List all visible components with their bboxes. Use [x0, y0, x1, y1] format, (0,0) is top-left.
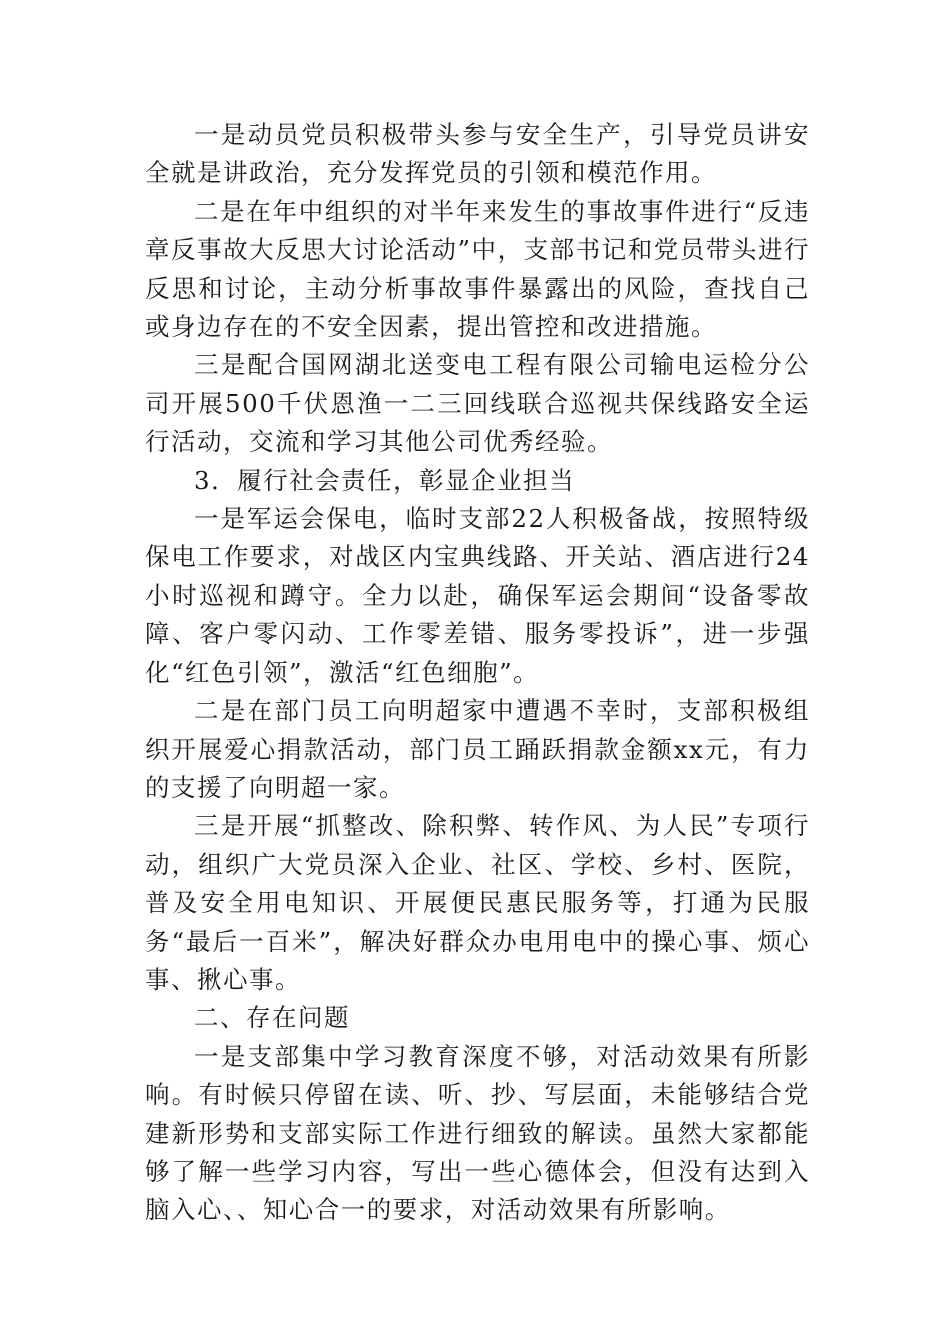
paragraph-mobilize-members: 一是动员党员积极带头参与安全生产，引导党员讲安全就是讲政治，充分发挥党员的引领和模范作用。	[145, 120, 810, 188]
paragraph-reflection-discussion: 二是在年中组织的对半年来发生的事故事件进行“反违章反事故大反思大讨论活动”中，支部书记和党员带头进行反思和讨论，主动分析事故事件暴露出的风险，查找自己或身边存在的不安全因素，提出管控和改进措施。	[145, 196, 810, 342]
paragraph-study-depth: 一是支部集中学习教育深度不够，对活动效果有所影响。有时候只停留在读、听、抄、写层面，未能够结合党建新形势和支部实际工作进行细致的解读。虽然大家都能够了解一些学习内容，写出一些心德体会，但没有达到入脑入心、、知心合一的要求，对活动效果有所影响。	[145, 1041, 810, 1225]
paragraph-donation: 二是在部门员工向明超家中遭遇不幸时，支部积极组织开展爱心捐款活动，部门员工踊跃捐款金额xx元，有力的支援了向明超一家。	[145, 696, 810, 802]
paragraph-military-games-power: 一是军运会保电，临时支部22人积极备战，按照特级保电工作要求，对战区内宝典线路、开关站、酒店进行24小时巡视和蹲守。全力以赴，确保军运会期间“设备零故障、客户零闪动、工作零差错、服务零投诉”，进一步强化“红色引领”，激活“红色细胞”。	[145, 504, 810, 687]
document-body	[145, 116, 810, 1230]
section-heading-social-responsibility: 3．履行社会责任，彰显企业担当	[194, 465, 576, 495]
paragraph-special-action: 三是开展“抓整改、除积弊、转作风、为人民”专项行动，组织广大党员深入企业、社区、学校、乡村、医院，普及安全用电知识、开展便民惠民服务等，打通为民服务“最后一百米”，解决好群众办电用电中的操心事、烦心事、揪心事。	[145, 811, 810, 994]
section-heading-existing-problems: 二、存在问题	[194, 1003, 350, 1033]
paragraph-joint-patrol: 三是配合国网湖北送变电工程有限公司输电运检分公司开展500千伏恩渔一二三回线联合巡视共保线路安全运行活动，交流和学习其他公司优秀经验。	[145, 350, 810, 457]
